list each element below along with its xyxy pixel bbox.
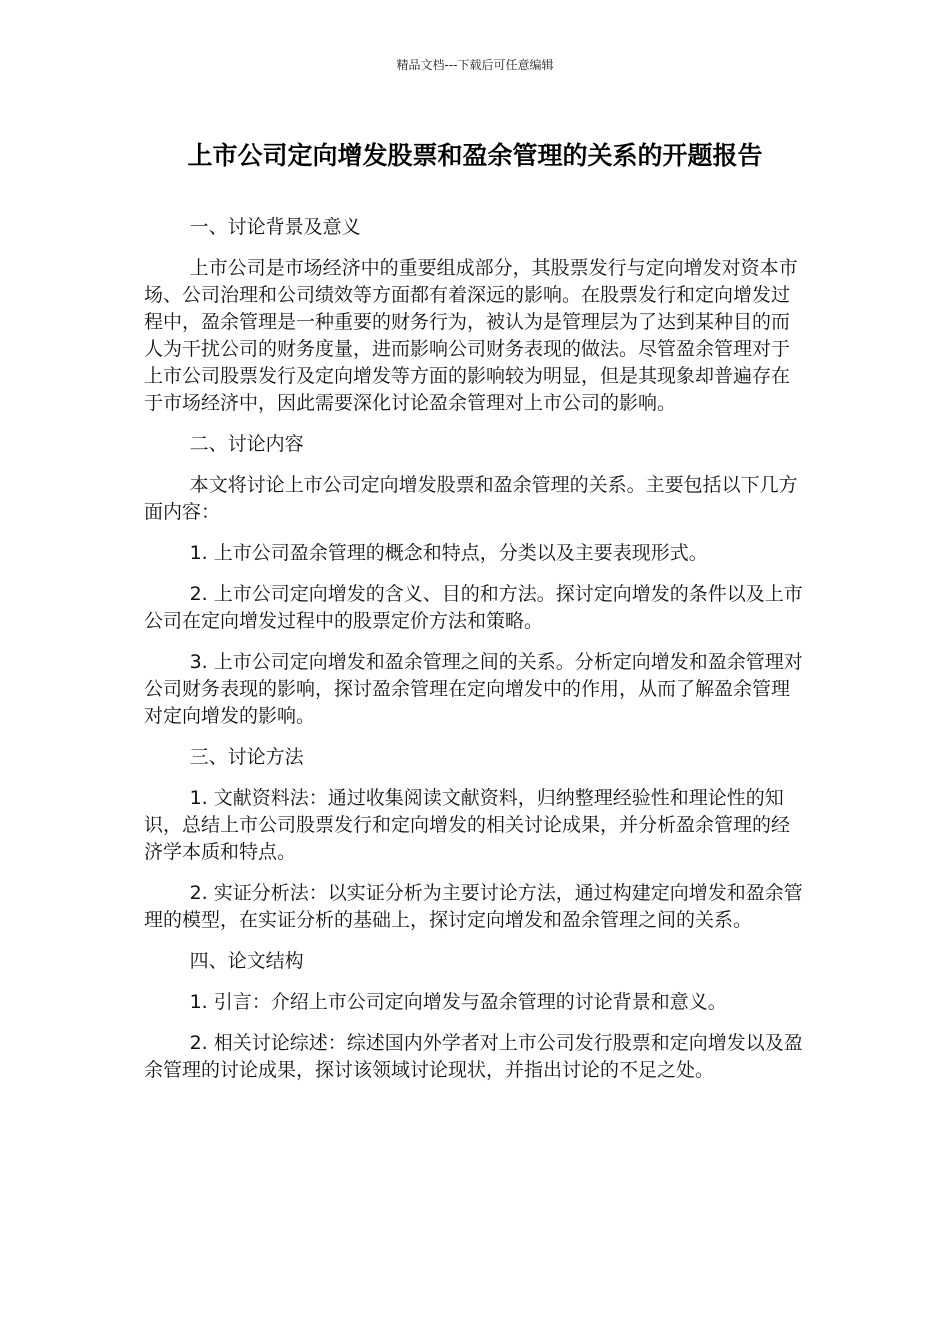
section-heading-structure: 四、论文结构 [189,950,304,972]
list-item-method-1: 1. 文献资料法：通过收集阅读文献资料，归纳整理经验性和理论性的知识，总结上市公司股票发行和定向增发的相关讨论成果，并分析盈余管理的经济学本质和特点。 [144,787,791,863]
paragraph-content-intro: 本文将讨论上市公司定向增发股票和盈余管理的关系。主要包括以下几方面内容： [144,474,798,523]
paragraph-background: 上市公司是市场经济中的重要组成部分，其股票发行与定向增发对资本市场、公司治理和公司绩效等方面都有着深远的影响。在股票发行和定向增发过程中，盈余管理是一种重要的财务行为，被认为是管理层为了达到某种目的而人为干扰公司的财务度量，进而影响公司财务表现的做法。尽管盈余管理对于上市公司股票发行及定向增发等方面的影响较为明显，但是其现象却普遍存在于市场经济中，因此需要深化讨论盈余管理对上市公司的影响。 [144,257,798,414]
list-item-content-1: 1. 上市公司盈余管理的概念和特点，分类以及主要表现形式。 [189,542,708,564]
list-item-content-3: 3. 上市公司定向增发和盈余管理之间的关系。分析定向增发和盈余管理对公司财务表现的影响，探讨盈余管理在定向增发中的作用，从而了解盈余管理对定向增发的影响。 [144,651,803,727]
section-heading-background: 一、讨论背景及意义 [189,216,361,238]
document-body [144,214,804,1098]
list-item-structure-1: 1. 引言：介绍上市公司定向增发与盈余管理的讨论背景和意义。 [189,991,727,1013]
list-item-method-2: 2. 实证分析法：以实证分析为主要讨论方法，通过构建定向增发和盈余管理的模型，在实证分析的基础上，探讨定向增发和盈余管理之间的关系。 [144,882,803,931]
list-item-content-2: 2. 上市公司定向增发的含义、目的和方法。探讨定向增发的条件以及上市公司在定向增发过程中的股票定价方法和策略。 [144,583,803,632]
section-heading-methods: 三、讨论方法 [189,746,304,768]
list-item-structure-2: 2. 相关讨论综述：综述国内外学者对上市公司发行股票和定向增发以及盈余管理的讨论成果，探讨该领域讨论现状，并指出讨论的不足之处。 [144,1032,803,1081]
document-title: 上市公司定向增发股票和盈余管理的关系的开题报告 [187,141,763,170]
page-header: 精品文档---下载后可任意编辑 [396,58,554,72]
section-heading-content: 二、讨论内容 [189,433,304,455]
